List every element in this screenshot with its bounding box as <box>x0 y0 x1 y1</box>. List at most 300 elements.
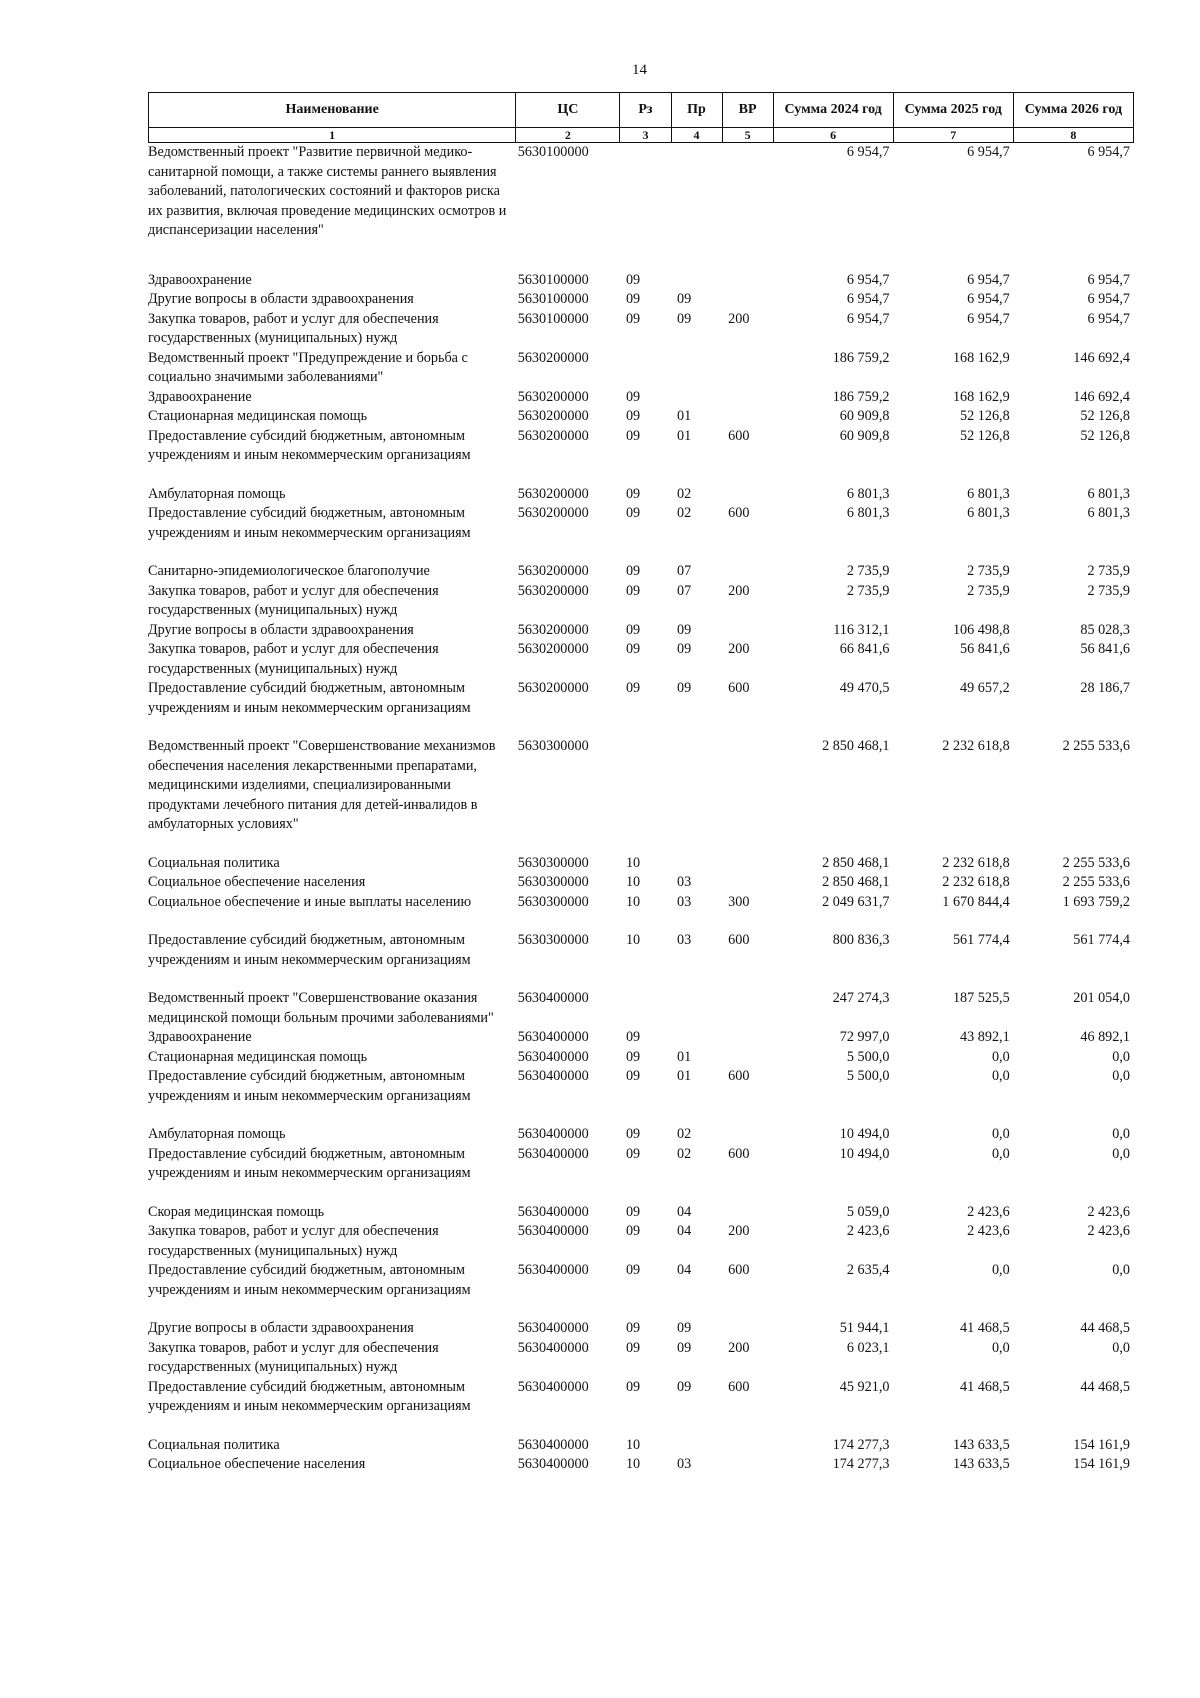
row-pr-code: 01 <box>677 427 692 444</box>
row-sum-2024: 6 954,7 <box>846 291 890 307</box>
table-row <box>148 1261 1134 1319</box>
row-name: Предоставление субсидий бюджетным, автономным учреждениям и иным некоммерческим организациям <box>148 1068 471 1104</box>
row-name: Ведомственный проект "Совершенствование оказания медицинской помощи больным прочими заболеваниями" <box>148 990 494 1026</box>
column-number: 4 <box>671 128 722 143</box>
row-sum-2025: 41 468,5 <box>960 1320 1010 1336</box>
row-sum-2025: 2 423,6 <box>967 1203 1010 1220</box>
row-sum-2025: 2 232 618,8 <box>942 738 1010 754</box>
row-vr-code <box>722 1203 773 1223</box>
row-vr-code <box>722 1028 773 1048</box>
table-row <box>148 310 1134 349</box>
row-sum-2025: 56 841,6 <box>960 641 1010 657</box>
table-row <box>148 737 1134 854</box>
row-pr-code: 07 <box>677 563 692 579</box>
row-name: Амбулаторная помощь <box>148 485 286 502</box>
row-pr-code: 02 <box>677 485 692 502</box>
row-cs-code: 5630100000 <box>517 271 589 288</box>
row-vr-code <box>722 1455 773 1475</box>
row-cs-code: 5630400000 <box>517 1339 589 1356</box>
row-cs-code: 5630100000 <box>517 291 589 307</box>
column-header-pr: Пр <box>671 93 722 128</box>
row-sum-2024: 800 836,3 <box>832 932 890 948</box>
row-sum-2026: 6 801,3 <box>1087 485 1130 502</box>
row-sum-2024: 6 954,7 <box>846 144 890 160</box>
row-sum-2024: 5 500,0 <box>846 1048 890 1065</box>
row-rz-code: 10 <box>625 874 641 890</box>
row-rz-code: 09 <box>625 1029 641 1045</box>
row-sum-2024: 60 909,8 <box>839 427 890 444</box>
row-vr-code <box>722 737 773 854</box>
row-cs-code: 5630200000 <box>517 485 589 502</box>
row-cs-code: 5630400000 <box>517 1456 589 1472</box>
row-rz-code: 09 <box>625 1378 641 1395</box>
row-sum-2024: 116 312,1 <box>833 621 890 638</box>
row-rz-code: 09 <box>625 388 641 405</box>
row-sum-2026: 52 126,8 <box>1080 408 1130 424</box>
row-name: Санитарно-эпидемиологическое благополучие <box>148 563 430 579</box>
row-sum-2025: 187 525,5 <box>952 990 1010 1006</box>
row-sum-2026: 146 692,4 <box>1073 388 1130 405</box>
row-sum-2025: 0,0 <box>991 1262 1010 1278</box>
row-sum-2024: 2 850 468,1 <box>822 854 890 871</box>
row-sum-2025: 2 232 618,8 <box>942 854 1010 871</box>
row-name: Стационарная медицинская помощь <box>148 1048 368 1065</box>
row-sum-2026: 154 161,9 <box>1073 1436 1130 1453</box>
row-sum-2025: 6 954,7 <box>967 144 1010 160</box>
row-name: Закупка товаров, работ и услуг для обеспечения государственных (муниципальных) нужд <box>148 641 439 677</box>
table-row <box>148 893 1134 932</box>
row-sum-2026: 201 054,0 <box>1073 990 1130 1006</box>
table-row <box>148 1125 1134 1145</box>
table-row <box>148 143 1134 271</box>
table-row <box>148 1048 1134 1068</box>
column-number: 8 <box>1013 128 1133 143</box>
row-pr-code: 01 <box>677 1068 692 1084</box>
row-sum-2024: 72 997,0 <box>839 1029 890 1045</box>
row-sum-2025: 1 670 844,4 <box>942 893 1010 910</box>
row-pr-code: 09 <box>677 680 692 696</box>
row-rz-code <box>620 143 671 271</box>
row-sum-2026: 0,0 <box>1112 1145 1130 1162</box>
row-sum-2024: 45 921,0 <box>839 1378 890 1395</box>
row-rz-code: 10 <box>625 854 641 871</box>
row-cs-code: 5630400000 <box>517 1320 589 1336</box>
row-name: Здравоохранение <box>148 271 252 288</box>
row-sum-2024: 60 909,8 <box>839 408 890 424</box>
table-row <box>148 1436 1134 1456</box>
row-name: Социальное обеспечение населения <box>148 1456 366 1472</box>
row-pr-code <box>671 737 722 854</box>
column-header-vr: ВР <box>722 93 773 128</box>
row-vr-code <box>722 854 773 874</box>
row-sum-2026: 2 423,6 <box>1087 1203 1130 1220</box>
row-rz-code: 09 <box>625 1320 641 1336</box>
row-pr-code: 03 <box>677 874 692 890</box>
row-rz-code: 09 <box>625 505 641 521</box>
row-cs-code: 5630300000 <box>517 893 589 910</box>
row-sum-2025: 2 735,9 <box>967 563 1010 579</box>
row-vr-code <box>722 1048 773 1068</box>
column-header-2026: Сумма 2026 год <box>1013 93 1133 128</box>
row-pr-code <box>671 271 722 291</box>
row-rz-code: 09 <box>625 621 641 638</box>
row-sum-2025: 0,0 <box>991 1068 1010 1084</box>
row-name: Закупка товаров, работ и услуг для обеспечения государственных (муниципальных) нужд <box>148 582 439 618</box>
row-rz-code <box>620 737 671 854</box>
row-sum-2024: 2 735,9 <box>846 563 890 579</box>
table-row <box>148 931 1134 989</box>
row-sum-2024: 10 494,0 <box>839 1145 890 1162</box>
row-sum-2025: 6 801,3 <box>967 485 1010 502</box>
row-rz-code: 09 <box>625 1068 641 1084</box>
row-cs-code: 5630400000 <box>517 1203 589 1220</box>
table-row <box>148 1455 1134 1475</box>
row-vr-code <box>722 1436 773 1456</box>
row-name: Скорая медицинская помощь <box>148 1203 325 1220</box>
row-vr-code <box>722 989 773 1028</box>
row-cs-code: 5630400000 <box>517 1145 589 1162</box>
table-row <box>148 1378 1134 1436</box>
table-row <box>148 427 1134 485</box>
row-name: Социальное обеспечение и иные выплаты населению <box>148 893 472 910</box>
row-rz-code: 09 <box>625 310 641 327</box>
row-sum-2026: 2 255 533,6 <box>1062 854 1130 871</box>
row-name: Амбулаторная помощь <box>148 1126 286 1142</box>
row-sum-2024: 66 841,6 <box>839 641 890 657</box>
row-pr-code <box>671 388 722 408</box>
row-vr-code <box>722 562 773 582</box>
row-sum-2025: 2 735,9 <box>967 582 1010 599</box>
row-sum-2024: 2 423,6 <box>846 1223 890 1239</box>
row-cs-code: 5630400000 <box>517 1029 589 1045</box>
row-sum-2026: 0,0 <box>1112 1068 1130 1084</box>
row-name: Ведомственный проект "Развитие первичной медико-санитарной помощи, а также системы раннего выявления заболеваний, патологических состояний и факторов риска их развития, включая проведение медицинских осмотров и диспансеризации населения" <box>148 144 507 238</box>
row-cs-code: 5630400000 <box>517 1126 589 1142</box>
row-rz-code: 09 <box>625 1262 641 1278</box>
row-cs-code: 5630100000 <box>517 144 589 160</box>
row-sum-2024: 6 801,3 <box>846 485 890 502</box>
row-vr-code: 200 <box>728 582 750 599</box>
row-cs-code: 5630400000 <box>517 990 589 1006</box>
row-cs-code: 5630200000 <box>517 427 589 444</box>
row-sum-2025: 52 126,8 <box>960 427 1010 444</box>
row-sum-2024: 2 850 468,1 <box>822 874 890 890</box>
row-pr-code: 04 <box>677 1203 692 1220</box>
column-header-name: Наименование <box>149 93 516 128</box>
row-pr-code: 09 <box>677 641 692 657</box>
row-vr-code: 600 <box>728 427 750 444</box>
row-pr-code: 03 <box>677 893 692 910</box>
row-pr-code: 09 <box>677 1320 692 1336</box>
row-sum-2024: 10 494,0 <box>839 1126 890 1142</box>
row-sum-2025: 0,0 <box>991 1339 1010 1356</box>
row-name: Предоставление субсидий бюджетным, автономным учреждениям и иным некоммерческим организациям <box>148 1262 471 1298</box>
row-name: Другие вопросы в области здравоохранения <box>148 291 414 307</box>
row-rz-code: 09 <box>625 1145 641 1162</box>
row-pr-code: 04 <box>677 1223 692 1239</box>
row-name: Здравоохранение <box>148 388 252 405</box>
row-pr-code <box>671 854 722 874</box>
row-sum-2025: 41 468,5 <box>960 1378 1010 1395</box>
column-number: 2 <box>516 128 620 143</box>
row-name: Предоставление субсидий бюджетным, автономным учреждениям и иным некоммерческим организациям <box>148 932 471 968</box>
row-sum-2024: 51 944,1 <box>839 1320 890 1336</box>
row-cs-code: 5630200000 <box>517 621 589 638</box>
row-sum-2026: 561 774,4 <box>1073 932 1130 948</box>
row-rz-code: 09 <box>625 563 641 579</box>
column-number: 5 <box>722 128 773 143</box>
row-sum-2026: 0,0 <box>1112 1048 1130 1065</box>
table-row <box>148 621 1134 641</box>
row-sum-2025: 6 954,7 <box>967 291 1010 307</box>
row-cs-code: 5630300000 <box>517 932 589 948</box>
row-rz-code: 09 <box>625 1223 641 1239</box>
row-vr-code: 600 <box>728 1262 750 1278</box>
row-sum-2026: 46 892,1 <box>1080 1029 1130 1045</box>
column-header-cs: ЦС <box>516 93 620 128</box>
row-name: Другие вопросы в области здравоохранения <box>148 621 414 638</box>
row-pr-code <box>671 143 722 271</box>
row-cs-code: 5630400000 <box>517 1223 589 1239</box>
row-cs-code: 5630200000 <box>517 408 589 424</box>
row-cs-code: 5630200000 <box>517 505 589 521</box>
row-sum-2026: 6 954,7 <box>1087 310 1130 327</box>
row-sum-2024: 186 759,2 <box>832 349 890 366</box>
row-rz-code: 09 <box>625 1203 641 1220</box>
row-vr-code: 200 <box>728 641 750 657</box>
row-sum-2024: 2 735,9 <box>846 582 890 599</box>
row-cs-code: 5630400000 <box>517 1378 589 1395</box>
row-rz-code: 09 <box>625 271 641 288</box>
row-sum-2025: 6 801,3 <box>967 505 1010 521</box>
row-sum-2026: 6 954,7 <box>1087 291 1130 307</box>
table-row <box>148 1203 1134 1223</box>
row-pr-code: 03 <box>677 1456 692 1472</box>
row-sum-2025: 52 126,8 <box>960 408 1010 424</box>
row-vr-code <box>722 290 773 310</box>
row-sum-2026: 6 954,7 <box>1087 144 1130 160</box>
row-cs-code: 5630200000 <box>517 680 589 696</box>
row-sum-2026: 0,0 <box>1112 1126 1130 1142</box>
row-sum-2026: 154 161,9 <box>1073 1456 1130 1472</box>
row-vr-code <box>722 349 773 388</box>
row-sum-2024: 174 277,3 <box>832 1436 890 1453</box>
table-row <box>148 854 1134 874</box>
row-sum-2025: 143 633,5 <box>952 1436 1010 1453</box>
row-name: Предоставление субсидий бюджетным, автономным учреждениям и иным некоммерческим организациям <box>148 505 471 541</box>
row-sum-2024: 5 059,0 <box>846 1203 890 1220</box>
table-row <box>148 271 1134 291</box>
row-vr-code <box>722 143 773 271</box>
column-number: 3 <box>620 128 671 143</box>
row-pr-code: 02 <box>677 505 692 521</box>
row-pr-code: 02 <box>677 1145 692 1162</box>
row-pr-code: 04 <box>677 1262 692 1278</box>
row-sum-2024: 2 635,4 <box>846 1262 890 1278</box>
row-sum-2025: 168 162,9 <box>952 388 1010 405</box>
table-row <box>148 640 1134 679</box>
row-pr-code: 09 <box>677 621 692 638</box>
table-row <box>148 582 1134 621</box>
row-sum-2025: 43 892,1 <box>960 1029 1010 1045</box>
row-pr-code <box>671 1028 722 1048</box>
row-name: Социальная политика <box>148 854 280 871</box>
row-sum-2025: 168 162,9 <box>952 349 1010 366</box>
row-sum-2026: 2 735,9 <box>1087 563 1130 579</box>
row-name: Предоставление субсидий бюджетным, автономным учреждениям и иным некоммерческим организациям <box>148 1378 471 1414</box>
row-cs-code: 5630400000 <box>517 1048 589 1065</box>
row-cs-code: 5630400000 <box>517 1262 589 1278</box>
row-name: Социальное обеспечение населения <box>148 874 366 890</box>
row-vr-code: 200 <box>728 1223 750 1239</box>
row-sum-2025: 0,0 <box>991 1126 1010 1142</box>
row-sum-2024: 6 023,1 <box>846 1339 890 1356</box>
row-pr-code <box>671 1436 722 1456</box>
row-name: Закупка товаров, работ и услуг для обеспечения государственных (муниципальных) нужд <box>148 1339 439 1375</box>
row-rz-code: 09 <box>625 427 641 444</box>
row-sum-2026: 2 255 533,6 <box>1062 738 1130 754</box>
row-pr-code: 09 <box>677 1378 692 1395</box>
row-pr-code <box>671 349 722 388</box>
row-vr-code <box>722 1319 773 1339</box>
row-sum-2026: 1 693 759,2 <box>1062 893 1130 910</box>
column-header-2025: Сумма 2025 год <box>893 93 1013 128</box>
row-sum-2025: 561 774,4 <box>952 932 1010 948</box>
table-row <box>148 290 1134 310</box>
row-vr-code: 600 <box>728 505 750 521</box>
row-cs-code: 5630300000 <box>517 854 589 871</box>
table-row <box>148 485 1134 505</box>
row-cs-code: 5630200000 <box>517 388 589 405</box>
row-sum-2026: 0,0 <box>1112 1339 1130 1356</box>
row-cs-code: 5630100000 <box>517 310 589 327</box>
row-pr-code: 07 <box>677 582 692 599</box>
row-sum-2026: 0,0 <box>1112 1262 1130 1278</box>
row-rz-code <box>620 349 671 388</box>
row-sum-2026: 85 028,3 <box>1080 621 1130 638</box>
row-rz-code: 09 <box>625 1339 641 1356</box>
row-rz-code: 09 <box>625 680 641 696</box>
table-row <box>148 679 1134 737</box>
row-vr-code: 600 <box>728 932 750 948</box>
row-rz-code: 09 <box>625 291 641 307</box>
row-vr-code <box>722 873 773 893</box>
table-row <box>148 407 1134 427</box>
row-rz-code <box>620 989 671 1028</box>
row-name: Социальная политика <box>148 1436 280 1453</box>
column-number: 1 <box>149 128 516 143</box>
row-vr-code: 200 <box>728 1339 750 1356</box>
row-sum-2026: 2 735,9 <box>1087 582 1130 599</box>
row-rz-code: 09 <box>625 1126 641 1142</box>
row-name: Стационарная медицинская помощь <box>148 408 368 424</box>
row-cs-code: 5630400000 <box>517 1068 589 1084</box>
row-vr-code <box>722 621 773 641</box>
row-sum-2025: 6 954,7 <box>967 310 1010 327</box>
row-sum-2025: 106 498,8 <box>952 621 1010 638</box>
row-vr-code: 600 <box>728 1068 750 1084</box>
row-name: Другие вопросы в области здравоохранения <box>148 1320 414 1336</box>
row-vr-code: 600 <box>728 680 750 696</box>
row-sum-2026: 28 186,7 <box>1080 680 1130 696</box>
row-rz-code: 10 <box>625 893 641 910</box>
row-rz-code: 09 <box>625 408 641 424</box>
row-cs-code: 5630200000 <box>517 563 589 579</box>
row-sum-2025: 2 423,6 <box>967 1223 1010 1239</box>
column-number: 6 <box>773 128 893 143</box>
row-rz-code: 09 <box>625 641 641 657</box>
row-sum-2025: 0,0 <box>991 1145 1010 1162</box>
table-row <box>148 1222 1134 1261</box>
row-rz-code: 10 <box>625 932 641 948</box>
row-sum-2025: 6 954,7 <box>967 271 1010 288</box>
row-rz-code: 10 <box>625 1456 641 1472</box>
row-cs-code: 5630300000 <box>517 738 589 754</box>
row-sum-2026: 6 954,7 <box>1087 271 1130 288</box>
row-rz-code: 10 <box>625 1436 641 1453</box>
row-sum-2024: 6 801,3 <box>846 505 890 521</box>
row-vr-code: 200 <box>728 310 750 327</box>
row-vr-code <box>722 388 773 408</box>
row-sum-2024: 174 277,3 <box>832 1456 890 1472</box>
column-header-2024: Сумма 2024 год <box>773 93 893 128</box>
row-pr-code: 01 <box>677 408 692 424</box>
row-name: Здравоохранение <box>148 1029 252 1045</box>
row-sum-2026: 146 692,4 <box>1073 349 1130 366</box>
row-sum-2026: 6 801,3 <box>1087 505 1130 521</box>
table-row <box>148 349 1134 388</box>
row-sum-2025: 143 633,5 <box>952 1456 1010 1472</box>
row-vr-code: 600 <box>728 1378 750 1395</box>
row-name: Предоставление субсидий бюджетным, автономным учреждениям и иным некоммерческим организациям <box>148 427 471 463</box>
row-name: Ведомственный проект "Совершенствование механизмов обеспечения населения лекарственными препаратами, медицинскими изделиями, специализированными продуктами лечебного питания для детей-инвалидов в амбулаторных условиях" <box>148 738 496 832</box>
row-vr-code <box>722 271 773 291</box>
table-row <box>148 562 1134 582</box>
row-vr-code <box>722 1125 773 1145</box>
budget-table <box>148 92 1134 1475</box>
row-name: Ведомственный проект "Предупреждение и борьба с социально значимыми заболеваниями" <box>148 349 468 385</box>
table-body <box>148 143 1134 1475</box>
row-name: Закупка товаров, работ и услуг для обеспечения государственных (муниципальных) нужд <box>148 310 439 346</box>
row-cs-code: 5630200000 <box>517 349 589 366</box>
row-name: Предоставление субсидий бюджетным, автономным учреждениям и иным некоммерческим организациям <box>148 680 471 716</box>
row-pr-code <box>671 989 722 1028</box>
page-number: 14 <box>632 62 647 78</box>
row-name: Закупка товаров, работ и услуг для обеспечения государственных (муниципальных) нужд <box>148 1223 439 1259</box>
row-pr-code: 09 <box>677 1339 692 1356</box>
row-pr-code: 01 <box>677 1048 692 1065</box>
row-sum-2026: 44 468,5 <box>1080 1378 1130 1395</box>
row-vr-code: 300 <box>728 893 750 910</box>
table-row <box>148 1145 1134 1203</box>
row-name: Предоставление субсидий бюджетным, автономным учреждениям и иным некоммерческим организациям <box>148 1145 471 1181</box>
row-cs-code: 5630300000 <box>517 874 589 890</box>
row-cs-code: 5630400000 <box>517 1436 589 1453</box>
table-row <box>148 1319 1134 1339</box>
row-vr-code <box>722 407 773 427</box>
row-vr-code <box>722 485 773 505</box>
table-row <box>148 504 1134 562</box>
row-sum-2026: 2 423,6 <box>1087 1223 1130 1239</box>
row-sum-2026: 52 126,8 <box>1080 427 1130 444</box>
table-row <box>148 989 1134 1028</box>
column-number: 7 <box>893 128 1013 143</box>
row-rz-code: 09 <box>625 1048 641 1065</box>
row-sum-2024: 6 954,7 <box>846 310 890 327</box>
row-rz-code: 09 <box>625 485 641 502</box>
row-sum-2026: 56 841,6 <box>1080 641 1130 657</box>
table-header <box>148 92 1134 143</box>
